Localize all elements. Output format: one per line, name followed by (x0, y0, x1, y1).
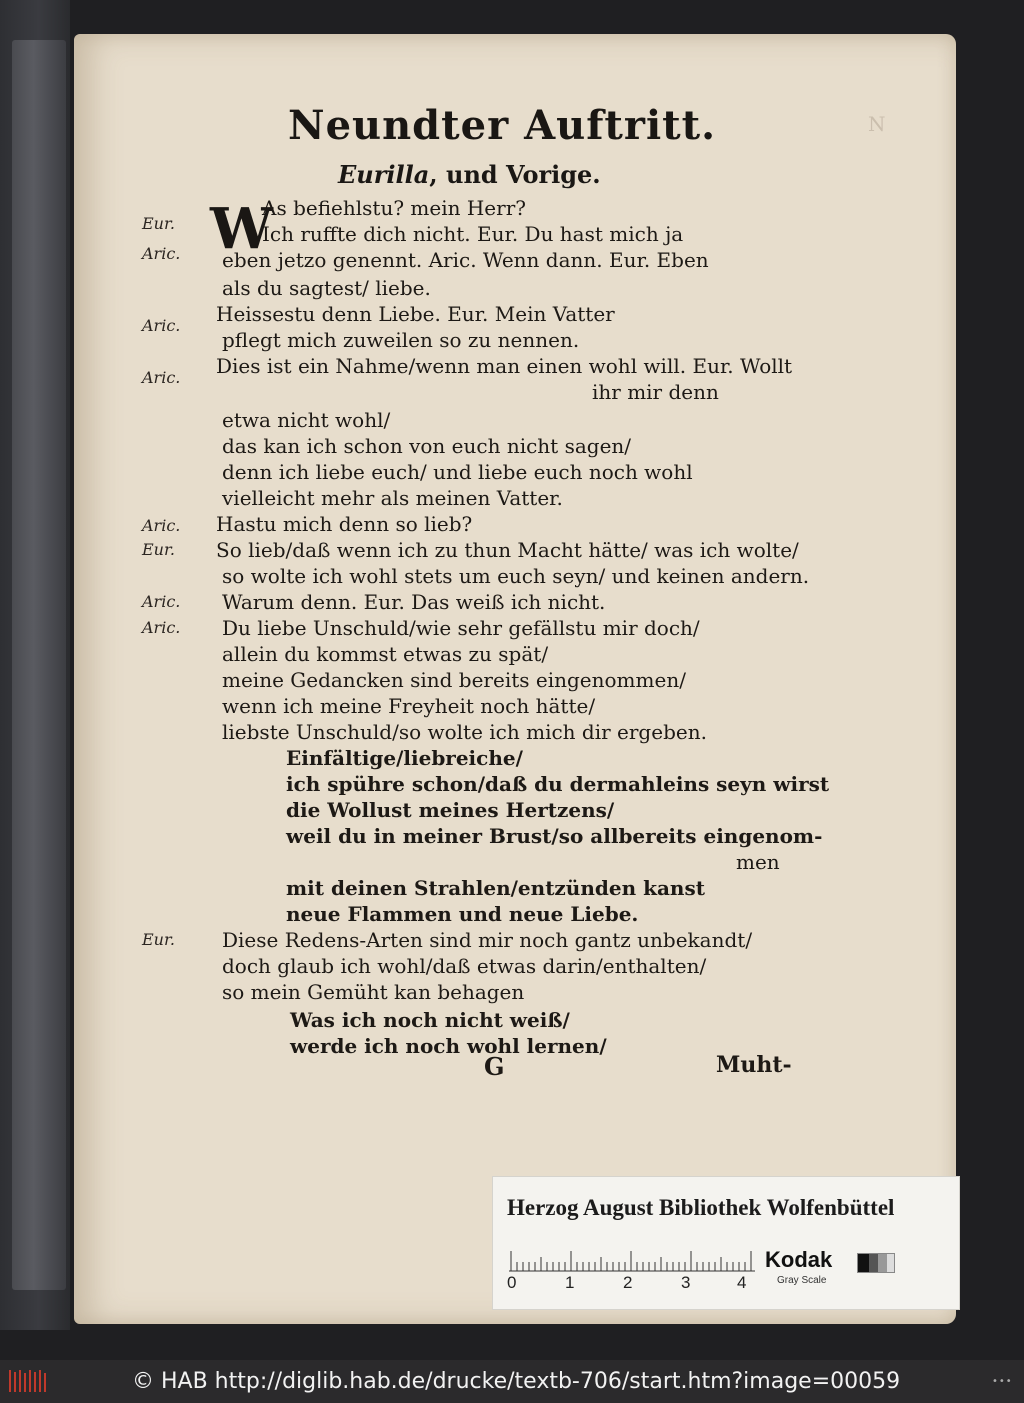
cover-board (12, 40, 66, 1290)
text-line: Warum denn. Eur. Das weiß ich nicht. (222, 590, 606, 614)
verse-line: ich spühre schon/daß du dermahleins seyn wirst (286, 772, 830, 796)
text-line: als du sagtest/ liebe. (222, 276, 431, 300)
text-line: ihr mir denn (592, 380, 719, 404)
footer-bar (0, 1360, 1024, 1403)
speaker-label: Aric. (142, 592, 181, 611)
text-line: As befiehlstu? mein Herr? (262, 196, 526, 220)
footer-dots-icon: ••• (992, 1376, 1013, 1387)
speaker-label: Aric. (142, 516, 181, 535)
text-line: vielleicht mehr als meinen Vatter. (222, 486, 563, 510)
gray-scale-label: Gray Scale (777, 1275, 827, 1286)
hab-logo-icon (8, 1368, 48, 1394)
text-line: Ich ruffte dich nicht. Eur. Du hast mich ja (262, 222, 684, 246)
subheading-rest: , und Vorige. (429, 160, 601, 189)
verse-line: neue Flammen und neue Liebe. (286, 902, 639, 926)
text-line: das kan ich schon von euch nicht sagen/ (222, 434, 632, 458)
verse-line: werde ich noch wohl lernen/ (290, 1034, 607, 1058)
verse-line: mit deinen Strahlen/entzünden kanst (286, 876, 705, 900)
ruler-number: 0 (507, 1273, 517, 1292)
copyright-url: © HAB http://diglib.hab.de/drucke/textb-706/start.htm?image=00059 (132, 1369, 901, 1394)
scene-subheading (338, 160, 601, 189)
character-name: Eurilla (338, 160, 430, 189)
text-line: Hastu mich denn so lieb? (216, 512, 473, 536)
text-line: meine Gedancken sind bereits eingenommen/ (222, 668, 686, 692)
text-line: Du liebe Unschuld/wie sehr gefällstu mir doch/ (222, 616, 700, 640)
library-scale-card (492, 1176, 960, 1310)
verse-line: men (736, 850, 780, 874)
text-line: doch glaub ich wohl/daß etwas darin/enthalten/ (222, 954, 707, 978)
text-line: liebste Unschuld/so wolte ich mich dir ergeben. (222, 720, 707, 744)
verse-line: Einfältige/liebreiche/ (286, 746, 523, 770)
text-line: denn ich liebe euch/ und liebe euch noch wohl (222, 460, 693, 484)
kodak-logo: Kodak (765, 1247, 833, 1272)
book-cover (0, 0, 70, 1330)
speaker-label: Aric. (142, 316, 181, 335)
library-name: Herzog August Bibliothek Wolfenbüttel (507, 1195, 895, 1220)
speaker-label: Eur. (142, 214, 175, 233)
text-line: etwa nicht wohl/ (222, 408, 391, 432)
text-line: so wolte ich wohl stets um euch seyn/ und keinen andern. (222, 564, 810, 588)
ruler-number: 2 (623, 1273, 633, 1292)
text-line: so mein Gemüht kan behagen (222, 980, 525, 1004)
verse-line: weil du in meiner Brust/so allbereits eingenom- (286, 824, 823, 848)
text-line: Dies ist ein Nahme/wenn man einen wohl will. Eur. Wollt (216, 354, 793, 378)
text-line: wenn ich meine Freyheit noch hätte/ (222, 694, 596, 718)
signature-mark: G (484, 1052, 505, 1081)
gray-swatch (857, 1253, 895, 1273)
show-through-text: N (868, 112, 886, 136)
ruler-number: 1 (565, 1273, 575, 1292)
verse-line: die Wollust meines Hertzens/ (286, 798, 615, 822)
text-line: Heissestu denn Liebe. Eur. Mein Vatter (216, 302, 615, 326)
text-line: pflegt mich zuweilen so zu nennen. (222, 328, 580, 352)
speaker-label: Aric. (142, 368, 181, 387)
verse-line: Was ich noch nicht weiß/ (290, 1008, 570, 1032)
speaker-label: Eur. (142, 930, 175, 949)
text-line: Diese Redens-Arten sind mir noch gantz unbekandt/ (222, 928, 753, 952)
speaker-label: Aric. (142, 244, 181, 263)
ruler-number: 4 (737, 1273, 747, 1292)
scene-heading: Neundter Auftritt. (288, 102, 717, 149)
speaker-label: Eur. (142, 540, 175, 559)
ruler-number: 3 (681, 1273, 691, 1292)
text-line: allein du kommst etwas zu spät/ (222, 642, 549, 666)
drop-initial: W (210, 196, 273, 262)
catchword: Muht- (716, 1052, 792, 1078)
text-line: So lieb/daß wenn ich zu thun Macht hätte/ was ich wolte/ (216, 538, 799, 562)
text-line: eben jetzo genennt. Aric. Wenn dann. Eur. Eben (222, 248, 709, 272)
speaker-label: Aric. (142, 618, 181, 637)
